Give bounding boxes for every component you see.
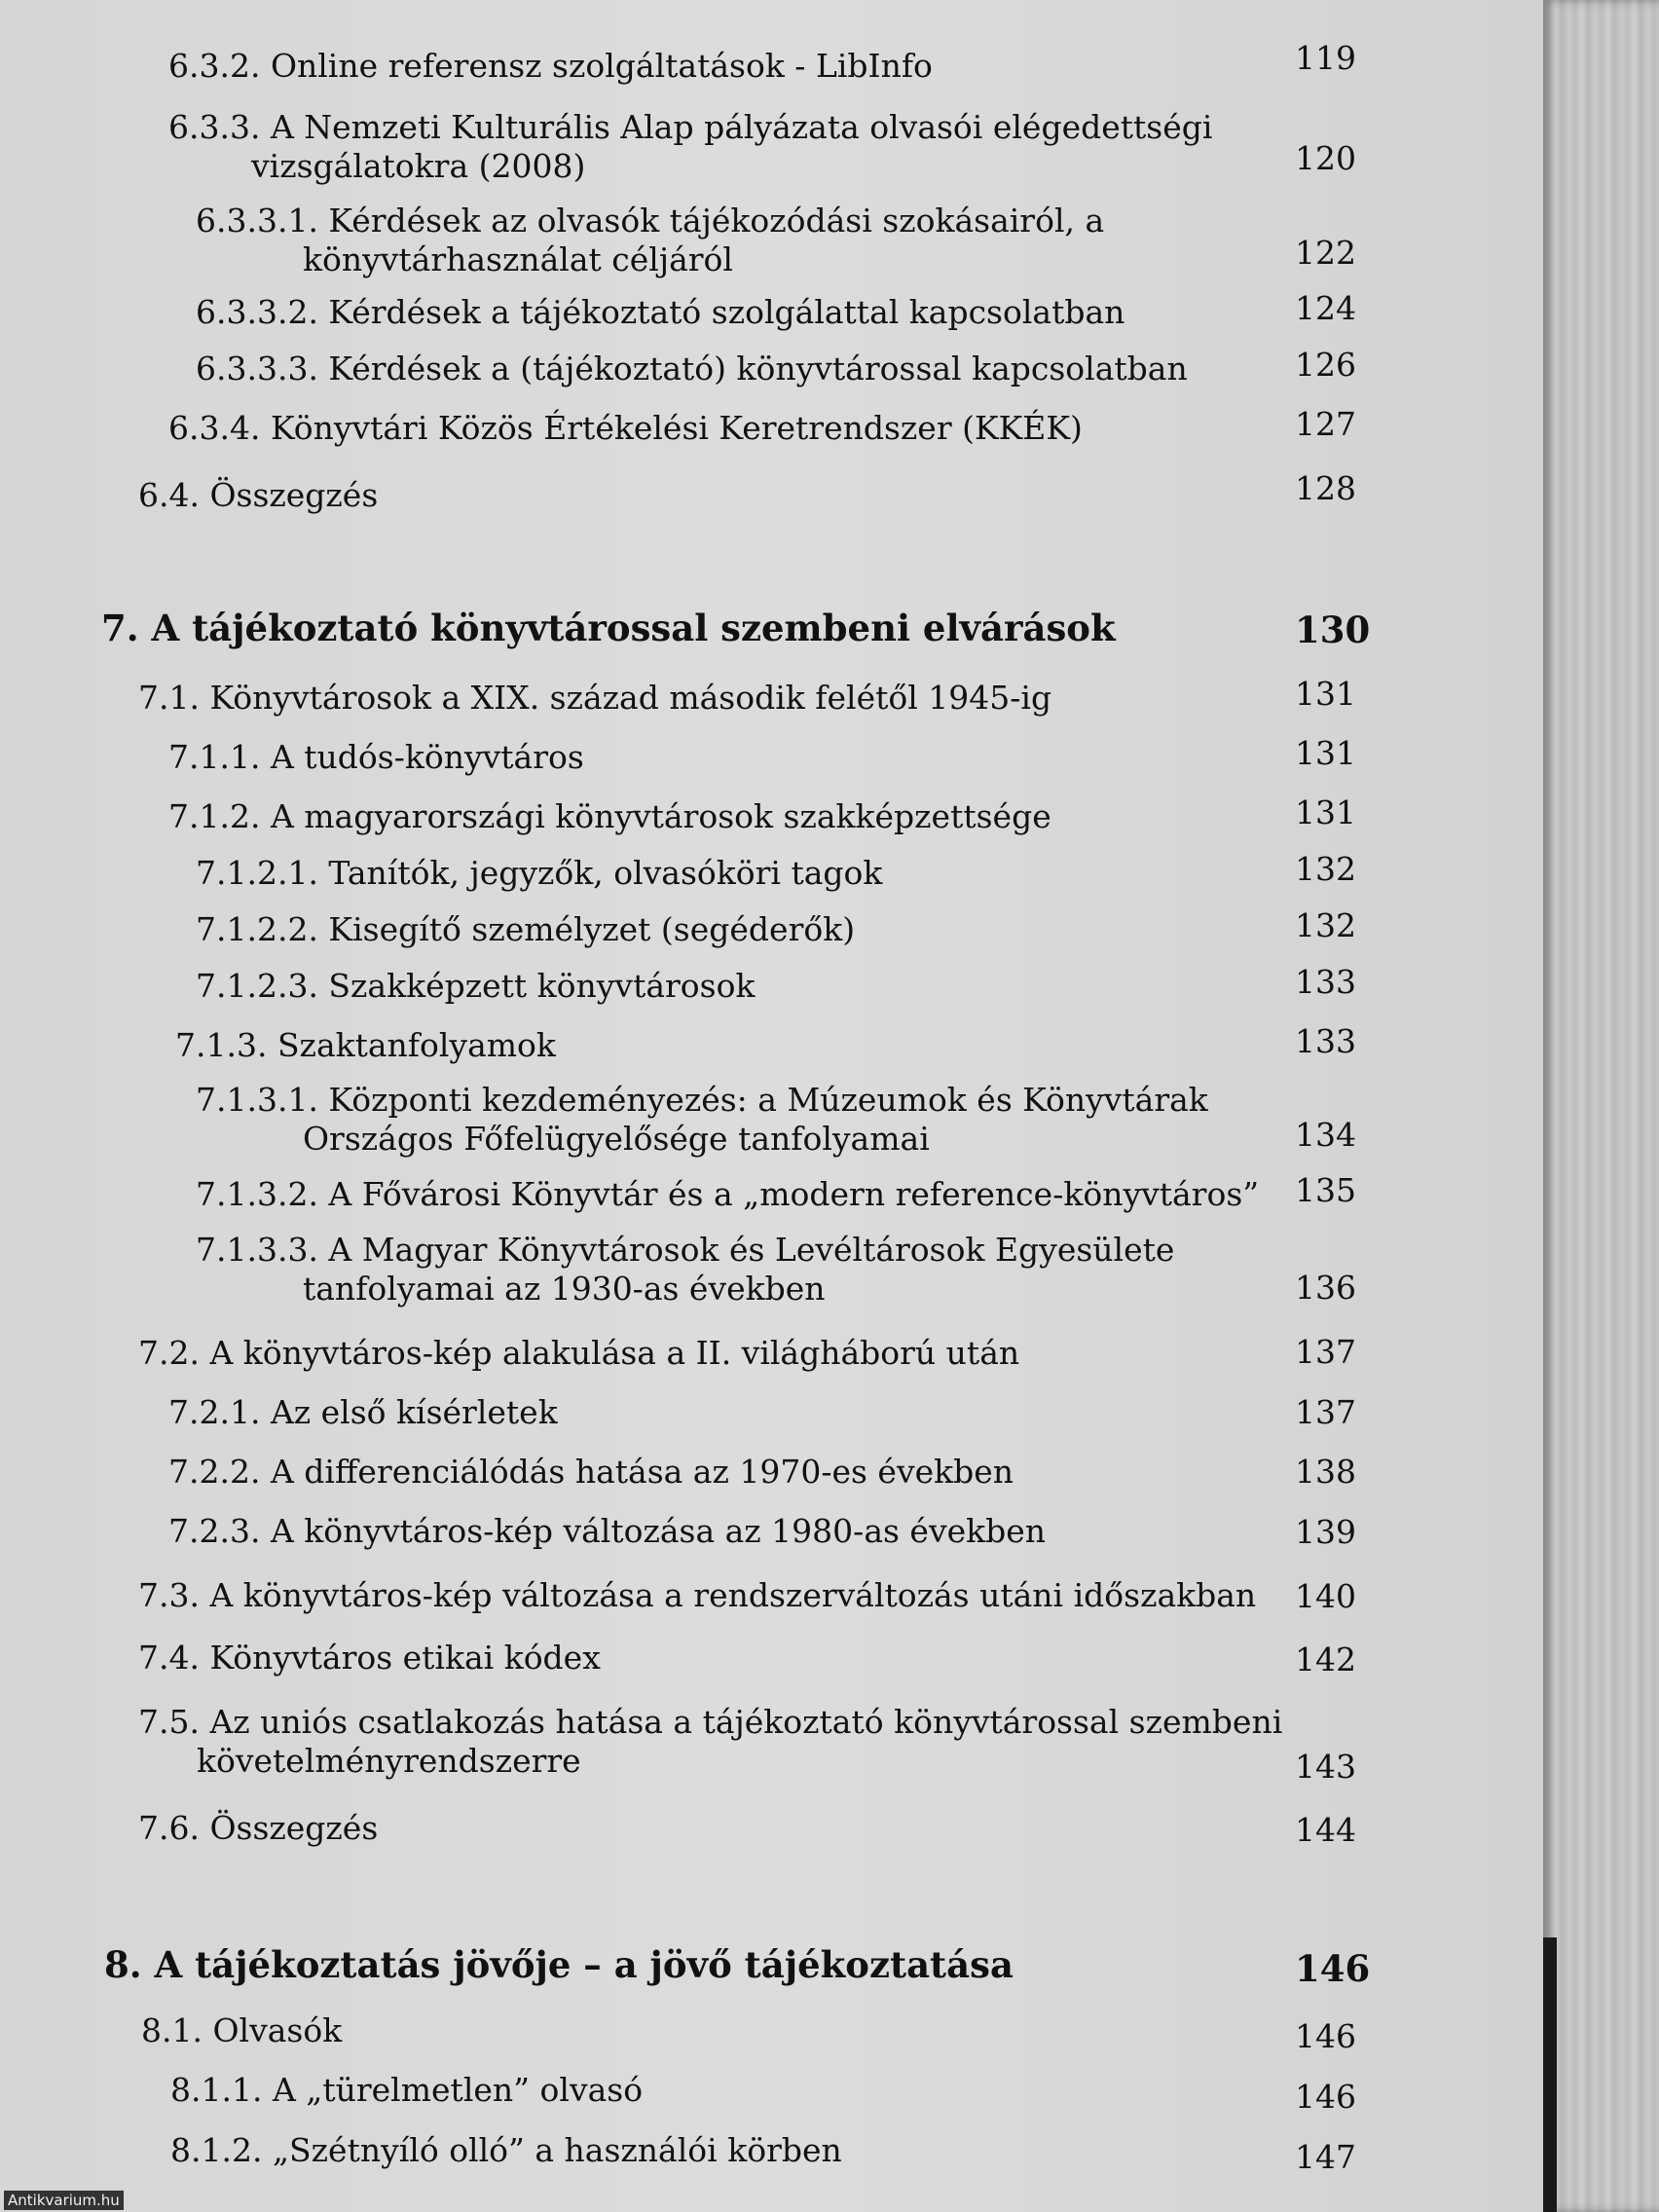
toc-entry xyxy=(168,108,1212,186)
toc-chapter-page-number: 146 xyxy=(1295,1947,1371,1990)
toc-entry xyxy=(196,293,1124,332)
wooden-surface xyxy=(1543,0,1659,2212)
toc-page-number: 120 xyxy=(1295,139,1356,177)
toc-entry-label: 6.3.4. Könyvtári Közös Értékelési Keretrendszer (KKÉK) xyxy=(168,409,1083,447)
book-edge-shadow xyxy=(1543,1937,1557,2212)
toc-page-number: 122 xyxy=(1295,234,1356,272)
toc-page-number: 132 xyxy=(1295,850,1356,888)
toc-page-number: 127 xyxy=(1295,405,1356,443)
toc-entry-label-continued: vizsgálatokra (2008) xyxy=(251,147,586,185)
toc-chapter-page-number: 130 xyxy=(1295,608,1371,651)
toc-entry xyxy=(168,47,933,86)
toc-page-number: 133 xyxy=(1295,1022,1356,1060)
toc-entry xyxy=(168,797,1051,836)
toc-page-number: 119 xyxy=(1295,39,1356,77)
toc-entry-label: 7.2.1. Az első kísérletek xyxy=(168,1393,558,1431)
toc-entry-label: 7.2.3. A könyvtáros-kép változása az 1980-as években xyxy=(168,1512,1047,1550)
toc-entry-label: 7.5. Az uniós csatlakozás hatása a tájékoztató könyvtárossal szembeni xyxy=(138,1703,1283,1741)
toc-entry xyxy=(138,476,378,515)
toc-page-number: 144 xyxy=(1295,1811,1356,1849)
toc-chapter-title: 7. A tájékoztató könyvtárossal szembeni elvárások xyxy=(101,607,1116,649)
toc-page-number: 135 xyxy=(1295,1171,1356,1209)
toc-entry xyxy=(196,1175,1259,1214)
toc-entry xyxy=(175,1026,556,1065)
toc-entry-label: 7.1.2.2. Kisegítő személyzet (segéderők) xyxy=(196,910,856,948)
toc-entry xyxy=(168,738,584,777)
toc-entry-label: 6.3.2. Online referensz szolgáltatások - LibInfo xyxy=(168,47,933,85)
toc-entry xyxy=(138,1576,1256,1615)
toc-entry xyxy=(196,854,882,893)
toc-entry xyxy=(138,679,1051,718)
toc-entry-label-continued: könyvtárhasználat céljáról xyxy=(303,240,733,278)
toc-page-number: 146 xyxy=(1295,2017,1356,2055)
toc-page-number: 138 xyxy=(1295,1453,1356,1491)
toc-page-number: 131 xyxy=(1295,675,1356,713)
toc-entry-label: 6.3.3. A Nemzeti Kulturális Alap pályázata olvasói elégedettségi xyxy=(168,108,1213,146)
watermark: Antikvarium.hu xyxy=(4,2191,124,2210)
toc-entry-label: 7.1.2.3. Szakképzett könyvtárosok xyxy=(196,967,756,1005)
toc-entry-label: 7.1.3.3. A Magyar Könyvtárosok és Levéltárosok Egyesülete xyxy=(196,1231,1175,1269)
toc-page-number: 142 xyxy=(1295,1641,1356,1678)
toc-page-number: 146 xyxy=(1295,2078,1356,2116)
toc-page-number: 140 xyxy=(1295,1577,1356,1615)
toc-entry-label: 7.1.1. A tudós-könyvtáros xyxy=(168,738,584,776)
toc-entry-label: 8.1.2. „Szétnyíló olló” a használói körben xyxy=(170,2131,842,2169)
toc-entry xyxy=(168,1512,1046,1551)
toc-entry xyxy=(196,1081,1208,1159)
toc-page-number: 126 xyxy=(1295,346,1356,384)
toc-entry xyxy=(138,1809,378,1848)
toc-entry-label: 7.2. A könyvtáros-kép alakulása a II. világháború után xyxy=(138,1334,1020,1372)
toc-chapter-heading xyxy=(101,608,1116,647)
toc-chapter-heading xyxy=(104,1945,1014,1984)
toc-entry-label: 6.4. Összegzés xyxy=(138,476,379,514)
toc-entry-label: 7.1.2.1. Tanítók, jegyzők, olvasóköri tagok xyxy=(196,854,883,892)
toc-entry xyxy=(196,1231,1174,1309)
toc-entry xyxy=(170,2071,643,2110)
toc-entry-label: 7.1. Könyvtárosok a XIX. század második felétől 1945-ig xyxy=(138,679,1052,717)
toc-page-number: 139 xyxy=(1295,1513,1356,1551)
toc-entry-label: 7.3. A könyvtáros-kép változása a rendszerváltozás utáni időszakban xyxy=(138,1576,1257,1614)
toc-entry xyxy=(196,967,755,1006)
toc-entry xyxy=(170,2131,842,2170)
toc-page-number: 137 xyxy=(1295,1393,1356,1431)
toc-entry-label: 6.3.3.3. Kérdések a (tájékoztató) könyvtárossal kapcsolatban xyxy=(196,350,1188,387)
toc-entry-label: 7.4. Könyvtáros etikai kódex xyxy=(138,1639,601,1677)
toc-entry-label: 7.1.3.2. A Fővárosi Könyvtár és a „modern reference-könyvtáros” xyxy=(196,1175,1260,1213)
toc-entry-label: 6.3.3.2. Kérdések a tájékoztató szolgálattal kapcsolatban xyxy=(196,293,1125,331)
toc-entry xyxy=(138,1639,601,1677)
toc-entry-label-continued: Országos Főfelügyelősége tanfolyamai xyxy=(303,1120,930,1158)
toc-page-number: 143 xyxy=(1295,1748,1356,1786)
toc-page-number: 128 xyxy=(1295,469,1356,507)
toc-entry-label: 7.1.3. Szaktanfolyamok xyxy=(175,1026,556,1064)
toc-page-number: 133 xyxy=(1295,963,1356,1001)
toc-page-number: 131 xyxy=(1295,734,1356,772)
toc-page-number: 147 xyxy=(1295,2138,1356,2176)
toc-entry-label: 7.1.2. A magyarországi könyvtárosok szakképzettsége xyxy=(168,797,1051,835)
toc-entry-label: 6.3.3.1. Kérdések az olvasók tájékozódási szokásairól, a xyxy=(196,202,1105,240)
toc-chapter-title: 8. A tájékoztatás jövője – a jövő tájékoztatása xyxy=(104,1943,1014,1986)
toc-page-number: 134 xyxy=(1295,1116,1356,1154)
toc-entry-label: 8.1.1. A „türelmetlen” olvasó xyxy=(170,2071,644,2109)
toc-entry xyxy=(168,409,1083,448)
toc-page-number: 124 xyxy=(1295,289,1356,327)
toc-entry-label-continued: követelményrendszerre xyxy=(197,1742,581,1780)
toc-entry-label-continued: tanfolyamai az 1930-as években xyxy=(303,1270,826,1308)
toc-entry xyxy=(141,2011,342,2050)
toc-entry xyxy=(138,1334,1019,1373)
toc-entry-label: 7.6. Összegzés xyxy=(138,1809,379,1847)
toc-entry-label: 7.2.2. A differenciálódás hatása az 1970-es években xyxy=(168,1453,1014,1491)
toc-entry xyxy=(168,1393,558,1432)
toc-page-number: 137 xyxy=(1295,1333,1356,1371)
toc-page-number: 132 xyxy=(1295,906,1356,944)
toc-entry xyxy=(196,202,1104,279)
toc-entry-label: 8.1. Olvasók xyxy=(141,2011,343,2049)
toc-entry-label: 7.1.3.1. Központi kezdeményezés: a Múzeumok és Könyvtárak xyxy=(196,1081,1208,1119)
toc-entry xyxy=(168,1453,1014,1492)
toc-page-number: 131 xyxy=(1295,793,1356,831)
toc-entry xyxy=(196,910,855,949)
toc-entry xyxy=(138,1703,1282,1781)
toc-entry xyxy=(196,350,1188,388)
toc-page-number: 136 xyxy=(1295,1269,1356,1307)
